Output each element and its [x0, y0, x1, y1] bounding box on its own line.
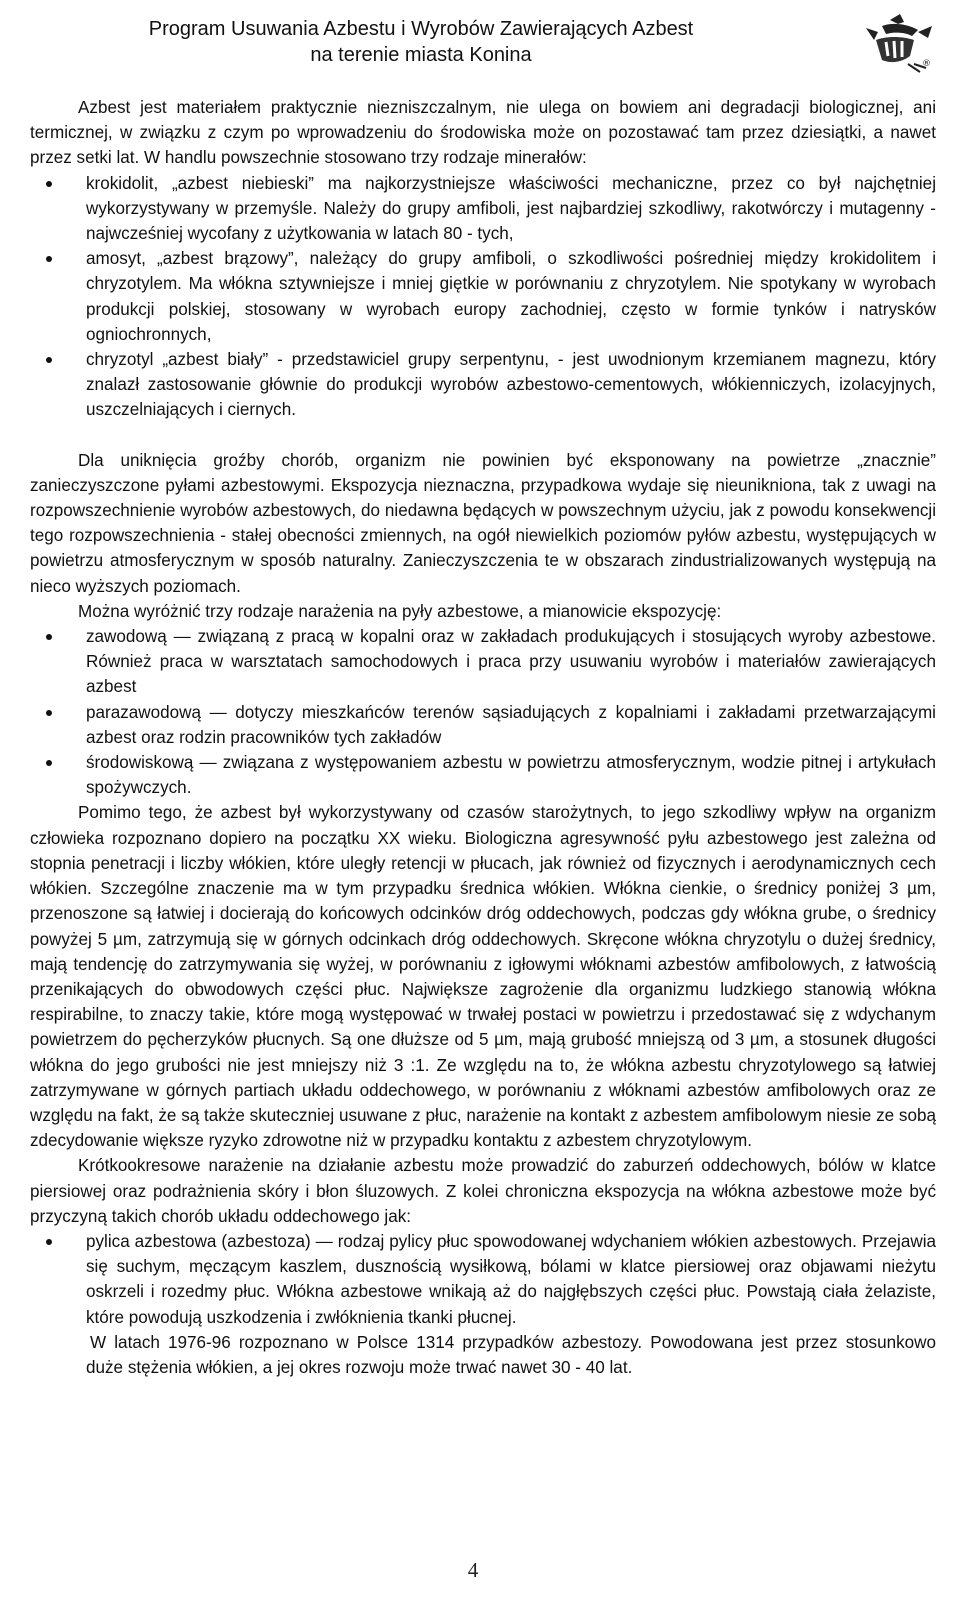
- bullet-icon: [46, 1239, 52, 1245]
- statistics-paragraph: W latach 1976-96 rozpoznano w Polsce 1314 przypadków azbestozy. Powodowana jest przez stosunkowo duże stężenia włókien, a jej okres rozwoju może trwać nawet 30 - 40 lat.: [86, 1332, 936, 1377]
- list-item-text: pylica azbestowa (azbestoza) — rodzaj pylicy płuc spowodowanej wdychaniem włókien azbestowych. Przejawia się suchym, męczącym kaszlem, dusznością wysiłkową, bólami w klatce piersiowej oraz objawami nieżytu oskrzeli i rozedmy płuc. Włókna azbestowe wnikają aż do najgłębszych części płuc. Powstają ciała żelaziste, które powodują uszkodzenia i zwłóknienia tkanki płucnej.: [86, 1231, 936, 1327]
- svg-text:®: ®: [922, 59, 931, 69]
- intro-paragraph: Azbest jest materiałem praktycznie niezniszczalnym, nie ulega on bowiem ani degradacji biologicznej, ani termicznej, w związku z czym po wprowadzeniu do środowiska może on pozostawać tam przez dziesiątki, a nawet przez setki lat. W handlu powszechnie stosowano trzy rodzaje minerałów:: [30, 98, 936, 168]
- bullet-icon: [46, 357, 52, 363]
- list-item: [30, 700, 936, 750]
- list-item-text: amosyt, „azbest brązowy”, należący do grupy amfiboli, o szkodliwości pośredniej między krokidolitem i chryzotylem. Ma włókna sztywniejsze i mniej giętkie w porównaniu z chryzotylem. Nie spotykany w wyrobach produkcji polskiej, stosowany w wyrobach europy zachodniej, często w formie tynków i natrysków ogniochronnych,: [86, 249, 936, 344]
- header-title-line1: Program Usuwania Azbestu i Wyrobów Zawierających Azbest: [148, 18, 694, 40]
- exposure-list: [30, 624, 936, 800]
- list-item: [30, 750, 936, 800]
- list-item: [30, 171, 936, 247]
- page-number: 4: [467, 1558, 479, 1582]
- document-body: [30, 95, 936, 1380]
- exposure-types-paragraph: Można wyróżnić trzy rodzaje narażenia na pyły azbestowe, a mianowicie ekspozycję:: [78, 601, 722, 621]
- health-effects-paragraph: Krótkookresowe narażenie na działanie azbestu może prowadzić do zaburzeń oddechowych, bólów w klatce piersiowej oraz podrażnienia skóry i błon śluzowych. Z kolei chroniczna ekspozycja na włókna azbestowe może być przyczyną takich chorób układu oddechowego jak:: [30, 1156, 936, 1226]
- diseases-list: [30, 1229, 936, 1330]
- list-item: [30, 246, 936, 347]
- list-item-text: zawodową — związaną z pracą w kopalni oraz w zakładach produkujących i stosujących wyroby azbestowe. Również praca w warsztatach samochodowych i praca przy usuwaniu wyrobów i materiałów zawierających azbest: [86, 627, 936, 697]
- list-item-text: krokidolit, „azbest niebieski” ma najkorzystniejsze właściwości mechaniczne, przez co był najchętniej wykorzystywany w przemyśle. Należy do grupy amfiboli, jest najbardziej szkodliwy, rakotwórczy i mutagenny - najwcześniej wycofany z użytkowania w latach 80 - tych,: [86, 173, 936, 244]
- fiber-properties-paragraph: Pomimo tego, że azbest był wykorzystywany od czasów starożytnych, to jego szkodliwy wpływ na organizm człowieka rozpoznano dopiero na początku XX wieku. Biologiczna agresywność pyłu azbestowego jest zależna od stopnia penetracji i liczby włókien, które uległy retencji w płucach, jak również od fizycznych i aerodynamicznych cech włókien. Szczególne znaczenie ma w tym przypadku średnica włókien. Włókna cienkie, o średnicy poniżej 3 µm, przenoszone są łatwiej i docierają do końcowych odcinków dróg oddechowych, podczas gdy włókna grube, o średnicy powyżej 5 µm, zatrzymują się w górnych odcinkach dróg oddechowych. Skręcone włókna chryzotylu o dużej średnicy, mają tendencję do zatrzymywania się wyżej, w porównaniu z igłowymi włóknami azbestów amfibolowych, z łatwością przenikających do obwodowych części płuc. Największe zagrożenie dla organizmu ludzkiego stanowią włókna respirabilne, to znaczy takie, które mogą występować w trwałej postaci w powietrzu i przedostawać się z wdychanym powietrzem do pęcherzyków płucnych. Są one dłuższe od 5 µm, mają grubość mniejszą od 3 µm, a stosunek długości włókna do jego grubości nie jest mniejszy niż 3 :1. Ze względu na to, że włókna azbestu chryzotylowego są łatwiej zatrzymywane w górnych partiach układu oddechowego, w porównaniu z włóknami azbestów amfibolowych oraz ze względu na fakt, że są także skuteczniej usuwane z płuc, narażenie na kontakt z azbestem amfibolowym niesie ze sobą zdecydowanie większe ryzyko zdrowotne niż w przypadku kontaktu z azbestem chryzotylowym.: [30, 803, 936, 1151]
- header-title-line2: na terenie miasta Konina: [310, 44, 532, 66]
- bullet-icon: [46, 256, 52, 262]
- exposure-intro-paragraph: Dla uniknięcia groźby chorób, organizm nie powinien być eksponowany na powietrze „znacznie” zanieczyszczone pyłami azbestowymi. Ekspozycja nieznaczna, przypadkowa wydaje się nieunikniona, tak z uwagi na rozpowszechnienie wyrobów azbestowych, do niedawna będących w powszechnym użyciu, jak z powodu konsekwencji tego rozpowszechnienia - stałej obecności zmiennych, na ogół niewielkich poziomów pyłów azbestu, występujących w powietrzu atmosferycznym w sposób naturalny. Zanieczyszczenia te w obszarach zindustrializowanych występują na nieco wyższych poziomach.: [30, 450, 936, 596]
- bullet-icon: [46, 760, 52, 766]
- bullet-icon: [46, 634, 52, 640]
- minerals-list: [30, 171, 936, 423]
- list-item: [30, 1229, 936, 1330]
- bullet-icon: [46, 181, 52, 187]
- list-item: [30, 624, 936, 700]
- list-item-text: chryzotyl „azbest biały” - przedstawiciel grupy serpentynu, - jest uwodnionym krzemianem magnezu, który znalazł zastosowanie głównie do produkcji wyrobów azbestowo-cementowych, włókienniczych, izolacyjnych, uszczelniających i ciernych.: [86, 350, 936, 420]
- bullet-icon: [46, 710, 52, 716]
- list-item: [30, 347, 936, 423]
- konin-crest-logo-icon: [852, 10, 942, 74]
- page-header: [0, 10, 960, 70]
- list-item-text: parazawodową — dotyczy mieszkańców terenów sąsiadujących z kopalniami i zakładami przetwarzającymi azbest oraz rodzin pracowników tych zakładów: [86, 702, 936, 747]
- list-item-text: środowiskową — związana z występowaniem azbestu w powietrzu atmosferycznym, wodzie pitnej i artykułach spożywczych.: [86, 753, 936, 798]
